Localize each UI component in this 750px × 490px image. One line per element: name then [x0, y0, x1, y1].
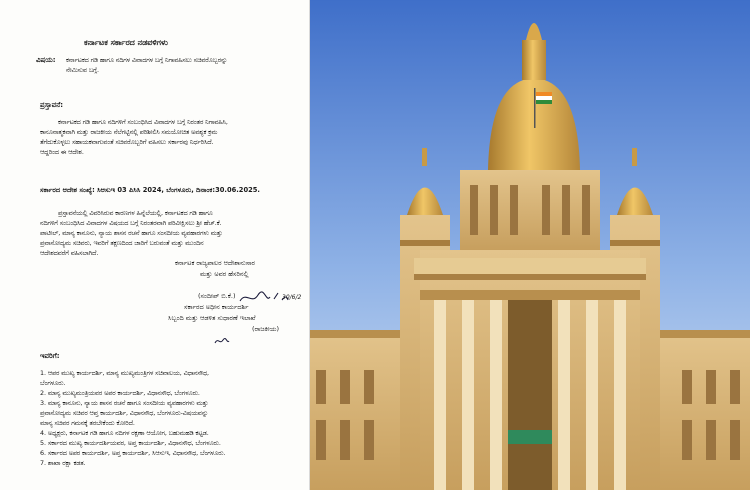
document-title: ಕರ್ನಾಟಕ ಸರ್ಕಾರದ ನಡವಳಿಗಳು: [84, 38, 168, 47]
recipient-line: 7. ಶಾಖಾ ರಕ್ಷಾ ಕಡತ.: [40, 459, 86, 467]
by-order-line: ಮತ್ತು ಅವರ ಹೆಸರಿನಲ್ಲಿ: [200, 270, 249, 278]
building-photo: [310, 0, 750, 490]
order-reference: ಸರ್ಕಾರದ ಆದೇಶ ಸಂಖ್ಯೆ: ಸಿಆಸುಇ 03 ಪಿಸಿಸಿ 2024, ಬೆಂಗಳೂರು, ದಿನಾಂಕ:30.06.2025.: [40, 186, 260, 194]
recipients-label: ಇವರಿಗೆ:: [40, 352, 60, 360]
by-order-line: ಕರ್ನಾಟಕ ರಾಜ್ಯಪಾಲರ ಆದೇಶಾನುಸಾರ: [175, 259, 255, 267]
recipient-line: ಬೆಂಗಳೂರು.: [40, 379, 66, 387]
recipient-line: 2. ಮಾನ್ಯ ಮುಖ್ಯಮಂತ್ರಿಯವರ ಅಪರ ಕಾರ್ಯದರ್ಶಿ, ವಿಧಾನಸೌಧ, ಬೆಂಗಳೂರು.: [40, 389, 200, 397]
recipient-line: ಪ್ರವಾಸೋದ್ಯಮ ಸಚಿವರ ಆಪ್ತ ಕಾರ್ಯದರ್ಶಿ, ವಿಧಾನಸೌಧ, ಬೆಂಗಳೂರು-ವಿಷಯವನ್ನು: [40, 409, 209, 417]
signatory-department: ಸಿಬ್ಬಂದಿ ಮತ್ತು ಆಡಳಿತ ಸುಧಾರಣೆ ಇಲಾಖೆ: [168, 314, 256, 322]
subject-line: ಕರ್ನಾಟಕದ ಗಡಿ ಹಾಗೂ ನದಿಗಳ ವಿವಾದಗಳ ಬಗ್ಗೆ ನಿಗಾವಹಿಸಲು ಸಚಿವರೊಬ್ಬರನ್ನು: [66, 56, 228, 64]
recipient-line: 3. ಮಾನ್ಯ ಕಾನೂನು, ನ್ಯಾಯ ಶಾಸನ ರಚನೆ ಹಾಗೂ ಸಂಸದೀಯ ವ್ಯವಹಾರಗಳು ಮತ್ತು: [40, 399, 209, 407]
main-facade: [414, 250, 646, 490]
government-order-document: [0, 0, 309, 490]
preamble-line: ತೆಗೆದುಕೊಳ್ಳಲು ಸಹಾಯಕವಾಗುವಂತೆ ಸಚಿವರೊಬ್ಬರಿಗೆ ವಹಿಸಲು ಸರ್ಕಾರವು ನಿರ್ಧರಿಸಿದೆ.: [40, 138, 214, 146]
preamble-line: ಆದ್ದರಿಂದ ಈ ಆದೇಶ.: [40, 148, 84, 156]
recipient-line: 6. ಸರ್ಕಾರದ ಅಪರ ಕಾರ್ಯದರ್ಶಿ, ಅಪ್ತ ಕಾರ್ಯದರ್ಶಿ, ಸಿಆಸುಇ, ವಿಧಾನಸೌಧ, ಬೆಂಗಳೂರು.: [40, 449, 226, 457]
order-body-line: ಪ್ರಸ್ತಾವನೆಯಲ್ಲಿ ವಿವರಿಸಿರುವ ಕಾರಣಗಳ ಹಿನ್ನೆಲೆಯಲ್ಲಿ, ಕರ್ನಾಟಕದ ಗಡಿ ಹಾಗೂ: [58, 209, 213, 217]
recipient-line: 5. ಸರ್ಕಾರದ ಮುಖ್ಯ ಕಾರ್ಯದರ್ಶಿಯವರ, ಅಪ್ತ ಕಾರ್ಯದರ್ಶಿ, ವಿಧಾನಸೌಧ, ಬೆಂಗಳೂರು.: [40, 439, 221, 447]
handwritten-date: 30/6/2: [282, 294, 302, 301]
preamble-label: ಪ್ರಸ್ತಾವನೆ:: [40, 101, 64, 109]
initial-mark: [214, 336, 230, 346]
signatory-designation: ಸರ್ಕಾರದ ಅಧೀನ ಕಾರ್ಯದರ್ಶಿ: [184, 303, 249, 311]
signatory-name: (ಸಂದೀಪ್ ಬಿ.ಕೆ.): [198, 292, 236, 300]
preamble-line: ಕರ್ನಾಟಕದ ಗಡಿ ಹಾಗೂ ನದಿಗಳಿಗೆ ಸಂಬಂಧಿಸಿದ ವಿವಾದಗಳ ಬಗ್ಗೆ ನಿರಂತರ ನಿಗಾವಹಿಸಿ,: [58, 118, 228, 126]
recipient-line: 1. ಆಪರ ಮುಖ್ಯ ಕಾರ್ಯದರ್ಶಿ, ಮಾನ್ಯ ಮುಖ್ಯಮಂತ್ರಿಗಳ ಸಚಿವಾಲಯ, ವಿಧಾನಸೌಧ,: [40, 369, 209, 377]
subject-line: ನೇಮಿಸುವ ಬಗ್ಗೆ.: [66, 66, 99, 74]
recipient-line: 4. ಅಧ್ಯಕ್ಷರು, ಕರ್ನಾಟಕ ಗಡಿ ಹಾಗೂ ನದಿಗಳ ರಕ್ಷಣಾ ಆಯೋಗ, ಬಹುಮಹಡಿ ಕಟ್ಟಡ.: [40, 429, 209, 437]
subject-label: ವಿಷಯ:: [36, 56, 56, 64]
preamble-line: ಕಾನೂನಾತ್ಮಕವಾಗಿ ಮತ್ತು ರಾಜಕೀಯ ನೆಲೆಗಟ್ಟಿನಲ್ಲಿ ಪರಿಶೀಲಿಸಿ ಸಮಯೋಚಿತ ಅವಶ್ಯಕ ಕ್ರಮ: [40, 128, 218, 136]
recipient-line: ಮಾನ್ಯ ಸಚಿವರ ಗಮನಕ್ಕೆ ತರಬೇಕೆಂದು ಕೋರಿದೆ.: [40, 419, 135, 427]
signatory-section: (ರಾಜಕೀಯ): [252, 325, 280, 333]
order-body-line: ಪ್ರವಾಸೋದ್ಯಮ ಸಚಿವರು, ಇವರಿಗೆ ತಕ್ಷಣದಿಂದ ಜಾರಿಗೆ ಬರುವಂತೆ ಮತ್ತು ಮುಂದಿನ: [40, 239, 204, 247]
order-body-line: ಆದೇಶದವರೆಗೆ ವಹಿಸಲಾಗಿದೆ.: [40, 249, 99, 257]
order-body-line: ನದಿಗಳಿಗೆ ಸಂಬಂಧಿಸಿದ ವಿವಾದಗಳ ವಿಷಯದ ಬಗ್ಗೆ ನಿರಂತರವಾಗಿ ಪರಿವೀಕ್ಷಿಸಲು ಶ್ರೀ ಹೆಚ್.ಕೆ.: [40, 219, 222, 227]
order-body-line: ಪಾಟೀಲ್, ಮಾನ್ಯ ಕಾನೂನು, ನ್ಯಾಯ ಶಾಸನ ರಚನೆ ಹಾಗೂ ಸಂಸದೀಯ ವ್ಯವಹಾರಗಳು ಮತ್ತು: [40, 229, 223, 237]
